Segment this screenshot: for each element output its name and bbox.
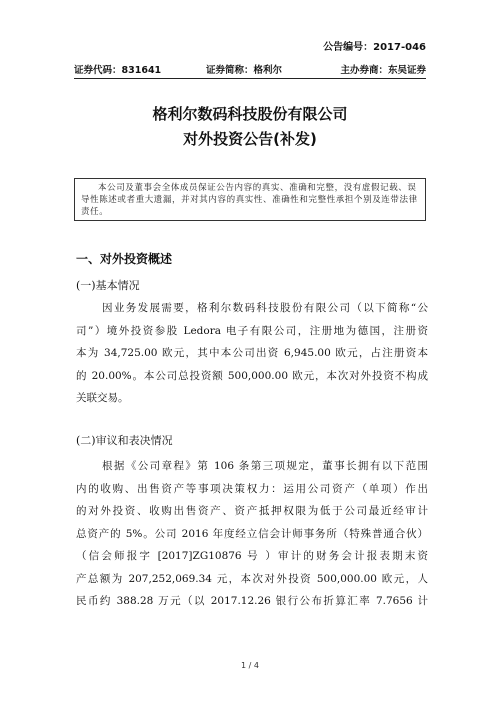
paragraph-review: [76, 455, 428, 613]
sponsor-broker: 主办券商：东吴证券: [340, 65, 426, 76]
stock-name: 证券简称：格利尔: [206, 65, 283, 76]
text-line: 的 20.00%。本公司总投资额 500,000.00 欧元，本次对外投资不构成: [76, 369, 428, 382]
text-line: 司”）境外投资参股 Ledora 电子有限公司，注册地为德国，注册资: [76, 324, 428, 337]
disclaimer-box: 本公司及董事会全体成员保证公告内容的真实、准确和完整，没有虚假记载、误导性陈述或者重大遗漏，并对其内容的真实性、准确性和完整性承担个别及连带法律责任。: [74, 178, 426, 221]
notice-number: 公告编号：2017-046: [323, 42, 426, 53]
text-line: 内的收购、出售资产等事项决策权力：运用公司资产（单项）作出: [76, 482, 428, 495]
text-line: 民币约 388.28 万元（以 2017.12.26 银行公布折算汇率 7.7656 计: [76, 595, 428, 607]
text-line: 根据《公司章程》第 106 条第三项规定，董事长拥有以下范围: [102, 460, 428, 472]
text-line: 本为 34,725.00 欧元，其中本公司出资 6,945.00 欧元，占注册资本: [76, 347, 428, 359]
subsection-heading-basic: (一)基本情况: [76, 279, 140, 292]
company-title: 格利尔数码科技股份有限公司: [152, 105, 348, 123]
text-line: 因业务发展需要，格利尔数码科技股份有限公司（以下简称“公: [102, 302, 428, 314]
document-title: 对外投资公告(补发): [183, 130, 317, 148]
text-line: 的对外投资、收购出售资产、资产抵押权限为低于公司最近经审计: [76, 505, 428, 517]
stock-code: 证券代码：831641: [74, 65, 162, 76]
header-rule: [74, 78, 426, 79]
text-line: （信会师报字 [2017]ZG10876 号 ）审计的财务会计报表期末资: [76, 550, 428, 562]
section-heading-overview: 一、对外投资概述: [76, 252, 173, 266]
paragraph-basic-info: [76, 297, 428, 410]
page-number: 1 / 4: [241, 661, 259, 670]
subsection-heading-review: (二)审议和表决情况: [76, 434, 173, 447]
text-line: 总资产的 5%。公司 2016 年度经立信会计师事务所（特殊普通合伙）: [76, 527, 428, 540]
text-line: 产总额为 207,252,069.34 元，本次对外投资 500,000.00 欧元，人: [76, 572, 428, 585]
text-line: 关联交易。: [76, 392, 129, 404]
